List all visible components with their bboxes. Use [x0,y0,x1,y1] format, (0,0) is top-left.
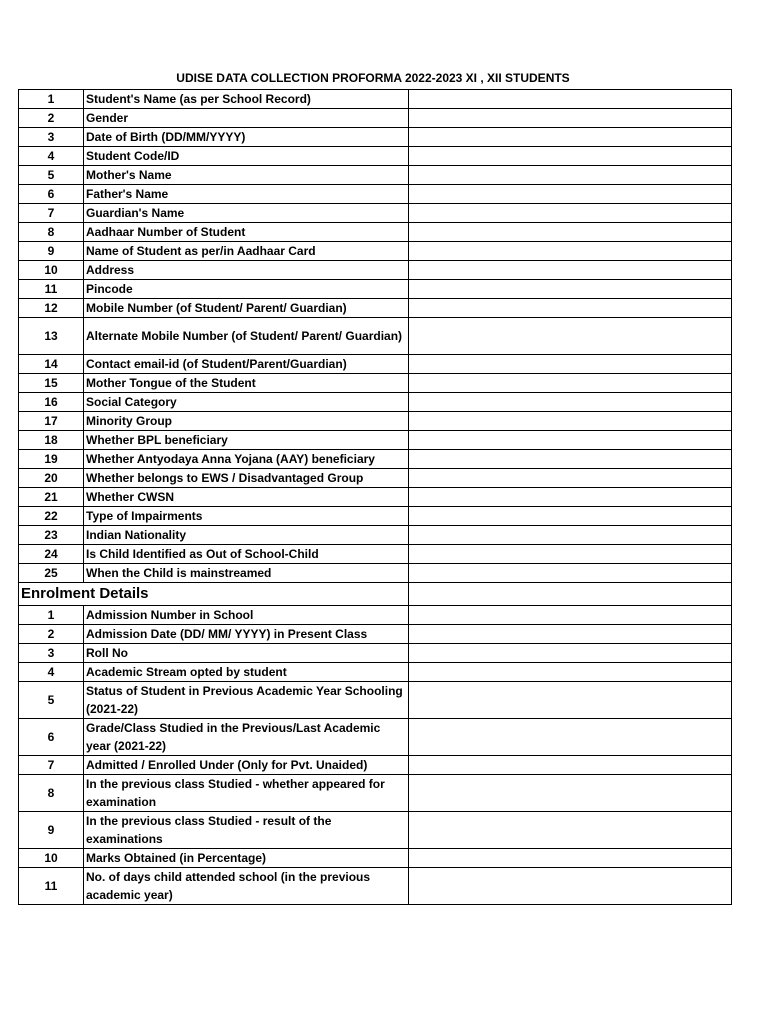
row-number: 11 [19,868,84,905]
field-label: Guardian's Name [84,204,409,223]
row-number: 9 [19,812,84,849]
row-number: 1 [19,90,84,109]
table-row [19,756,732,775]
field-value-cell[interactable] [409,242,732,261]
row-number: 18 [19,431,84,450]
field-label: Whether belongs to EWS / Disadvantaged Group [84,469,409,488]
field-value-cell[interactable] [409,109,732,128]
table-row [19,166,732,185]
row-number: 6 [19,185,84,204]
table-row [19,625,732,644]
field-label: Academic Stream opted by student [84,663,409,682]
field-label: In the previous class Studied - whether appeared for examination [84,775,409,812]
field-label: Whether Antyodaya Anna Yojana (AAY) beneficiary [84,450,409,469]
table-row [19,242,732,261]
table-row [19,185,732,204]
table-row [19,128,732,147]
field-label: Date of Birth (DD/MM/YYYY) [84,128,409,147]
row-number: 2 [19,109,84,128]
table-row [19,507,732,526]
field-value-cell[interactable] [409,261,732,280]
field-label: Indian Nationality [84,526,409,545]
field-label: Roll No [84,644,409,663]
section-heading-blank [409,583,732,606]
table-row [19,261,732,280]
table-row [19,719,732,756]
field-value-cell[interactable] [409,412,732,431]
field-value-cell[interactable] [409,374,732,393]
field-label: Admitted / Enrolled Under (Only for Pvt. Unaided) [84,756,409,775]
row-number: 12 [19,299,84,318]
field-label: No. of days child attended school (in the previous academic year) [84,868,409,905]
row-number: 3 [19,644,84,663]
field-value-cell[interactable] [409,756,732,775]
field-value-cell[interactable] [409,663,732,682]
field-value-cell[interactable] [409,128,732,147]
field-value-cell[interactable] [409,223,732,242]
field-label: Mother's Name [84,166,409,185]
proforma-table [18,89,732,905]
field-value-cell[interactable] [409,606,732,625]
field-label: Mobile Number (of Student/ Parent/ Guardian) [84,299,409,318]
field-value-cell[interactable] [409,682,732,719]
field-value-cell[interactable] [409,644,732,663]
field-label: Student's Name (as per School Record) [84,90,409,109]
field-label: Status of Student in Previous Academic Year Schooling (2021-22) [84,682,409,719]
row-number: 25 [19,564,84,583]
enrolment-section [19,583,732,606]
row-number: 5 [19,166,84,185]
row-number: 8 [19,223,84,242]
field-value-cell[interactable] [409,450,732,469]
table-row [19,545,732,564]
row-number: 23 [19,526,84,545]
field-label: Name of Student as per/in Aadhaar Card [84,242,409,261]
table-row [19,812,732,849]
row-number: 10 [19,261,84,280]
row-number: 6 [19,719,84,756]
table-row [19,663,732,682]
row-number: 9 [19,242,84,261]
field-label: Is Child Identified as Out of School-Child [84,545,409,564]
table-row [19,775,732,812]
table-row [19,412,732,431]
row-number: 20 [19,469,84,488]
field-value-cell[interactable] [409,469,732,488]
table-row [19,318,732,355]
field-label: Minority Group [84,412,409,431]
field-value-cell[interactable] [409,280,732,299]
field-value-cell[interactable] [409,775,732,812]
field-value-cell[interactable] [409,166,732,185]
field-value-cell[interactable] [409,185,732,204]
table-row [19,849,732,868]
table-row [19,109,732,128]
row-number: 4 [19,663,84,682]
section-heading-enrolment: Enrolment Details [19,583,409,606]
field-value-cell[interactable] [409,812,732,849]
table-row [19,644,732,663]
field-value-cell[interactable] [409,849,732,868]
row-number: 3 [19,128,84,147]
table-row [19,299,732,318]
table-row [19,90,732,109]
table-row [19,682,732,719]
row-number: 8 [19,775,84,812]
field-label: Whether BPL beneficiary [84,431,409,450]
table-row [19,355,732,374]
field-value-cell[interactable] [409,488,732,507]
row-number: 4 [19,147,84,166]
table-row [19,374,732,393]
table-row [19,431,732,450]
row-number: 7 [19,204,84,223]
field-label: Social Category [84,393,409,412]
row-number: 5 [19,682,84,719]
table-row [19,868,732,905]
table-row [19,564,732,583]
table-row [19,526,732,545]
row-number: 15 [19,374,84,393]
field-label: Contact email-id (of Student/Parent/Guardian) [84,355,409,374]
field-value-cell[interactable] [409,318,732,355]
table-row [19,488,732,507]
field-label: Address [84,261,409,280]
field-label: Grade/Class Studied in the Previous/Last Academic year (2021-22) [84,719,409,756]
field-label: Marks Obtained (in Percentage) [84,849,409,868]
table-row [19,223,732,242]
field-value-cell[interactable] [409,299,732,318]
table-row [19,280,732,299]
field-label: Aadhaar Number of Student [84,223,409,242]
field-label: Admission Number in School [84,606,409,625]
row-number: 7 [19,756,84,775]
field-value-cell[interactable] [409,564,732,583]
field-label: Whether CWSN [84,488,409,507]
field-value-cell[interactable] [409,545,732,564]
enrolment-details-body [19,606,732,905]
row-number: 17 [19,412,84,431]
table-row [19,606,732,625]
field-label: Father's Name [84,185,409,204]
row-number: 19 [19,450,84,469]
field-label: Admission Date (DD/ MM/ YYYY) in Present Class [84,625,409,644]
row-number: 13 [19,318,84,355]
row-number: 22 [19,507,84,526]
row-number: 14 [19,355,84,374]
row-number: 10 [19,849,84,868]
table-row [19,450,732,469]
page-title: UDISE DATA COLLECTION PROFORMA 2022-2023 XI , XII STUDENTS [176,71,570,85]
row-number: 1 [19,606,84,625]
table-row [19,147,732,166]
field-value-cell[interactable] [409,393,732,412]
field-label: Mother Tongue of the Student [84,374,409,393]
field-value-cell[interactable] [409,355,732,374]
field-value-cell[interactable] [409,90,732,109]
field-label: In the previous class Studied - result of the examinations [84,812,409,849]
student-details-body [19,90,732,583]
field-value-cell[interactable] [409,431,732,450]
row-number: 2 [19,625,84,644]
field-value-cell[interactable] [409,147,732,166]
row-number: 21 [19,488,84,507]
field-label: When the Child is mainstreamed [84,564,409,583]
field-value-cell[interactable] [409,526,732,545]
field-label: Alternate Mobile Number (of Student/ Parent/ Guardian) [84,318,409,355]
field-value-cell[interactable] [409,625,732,644]
field-value-cell[interactable] [409,204,732,223]
field-label: Student Code/ID [84,147,409,166]
field-value-cell[interactable] [409,507,732,526]
field-value-cell[interactable] [409,719,732,756]
row-number: 16 [19,393,84,412]
field-label: Pincode [84,280,409,299]
row-number: 24 [19,545,84,564]
field-label: Type of Impairments [84,507,409,526]
field-label: Gender [84,109,409,128]
table-row [19,393,732,412]
row-number: 11 [19,280,84,299]
table-row [19,204,732,223]
table-row [19,469,732,488]
field-value-cell[interactable] [409,868,732,905]
